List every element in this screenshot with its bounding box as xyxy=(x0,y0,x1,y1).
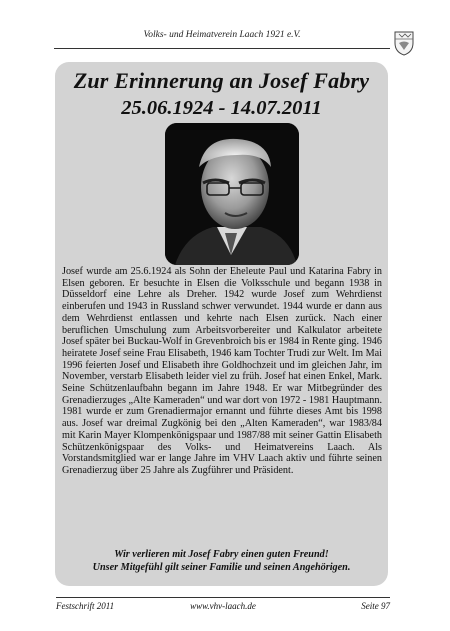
footer-website: www.vhv-laach.de xyxy=(190,601,256,611)
footer-page-number: Seite 97 xyxy=(361,601,390,611)
footer-publication: Festschrift 2011 xyxy=(56,601,115,611)
closing-line-2: Unser Mitgefühl gilt seiner Familie und seinen Angehörigen. xyxy=(92,562,351,573)
closing-statement xyxy=(55,548,388,574)
memorial-dates: 25.06.1924 - 14.07.2011 xyxy=(121,97,322,119)
closing-line-1: Wir verlieren mit Josef Fabry einen guten Freund! xyxy=(114,549,329,560)
header-text: Volks- und Heimatverein Laach 1921 e.V. xyxy=(143,30,301,40)
biography-text: Josef wurde am 25.6.1924 als Sohn der Eheleute Paul und Katarina Fabry in Elsen geboren. Er besuchte in Elsen die Volksschule und begann 1938 in Düsseldorf eine Lehre als Dreher. 1942 wurde Josef zum Wehrdienst einberufen und 1943 in Russland schwer verwundet. 1944 wurde er dann aus dem Wehrdienst entlassen und kehrte nach Elsen zurück. Nach einer beruflichen Umschulung zum Arbeitsvorbereiter und Kalkulator arbeitete Josef später bei Buckau-Wolf in Grevenbroich bis er 1984 in Rente ging. 1946 heiratete Josef seine Frau Elisabeth, 1946 kam Tochter Trudi zur Welt. Im Mai 1996 feierten Josef und Elisabeth ihre Goldhochzeit und im gleichen Jahr, im November, verstarb Elisabeth leider viel zu früh. Josef hat einen Enkel, Mark. Seine Schützenlaufbahn begann im Jahre 1948. Er war Mitbegründer des Grenadierzuges „Alte Kameraden“ und war dort von 1972 - 1981 Hauptmann. 1981 wurde er zum Grenadiermajor ernannt und führte dieses Amt bis 1998 aus. Josef war dreimal Zugkönig bei den „Alten Kameraden“, war 1983/84 mit Karin Mayer Klompenkönigspaar und 1987/88 mit seiner Gattin Elisabeth Schützenkönigspaar des Volks- und Heimatvereins Laach. Als Vorstandsmitglied war er lange Jahre im VHV Laach aktiv und führte seinen Grenadierzug über 25 Jahre als Zugführer und Präsident. xyxy=(62,266,382,476)
page-header xyxy=(54,30,390,49)
page-footer xyxy=(56,597,390,612)
coat-of-arms-icon xyxy=(393,30,415,56)
memorial-title: Zur Erinnerung an Josef Fabry xyxy=(73,68,370,93)
portrait-illustration xyxy=(165,123,299,265)
portrait-photo xyxy=(165,123,299,265)
